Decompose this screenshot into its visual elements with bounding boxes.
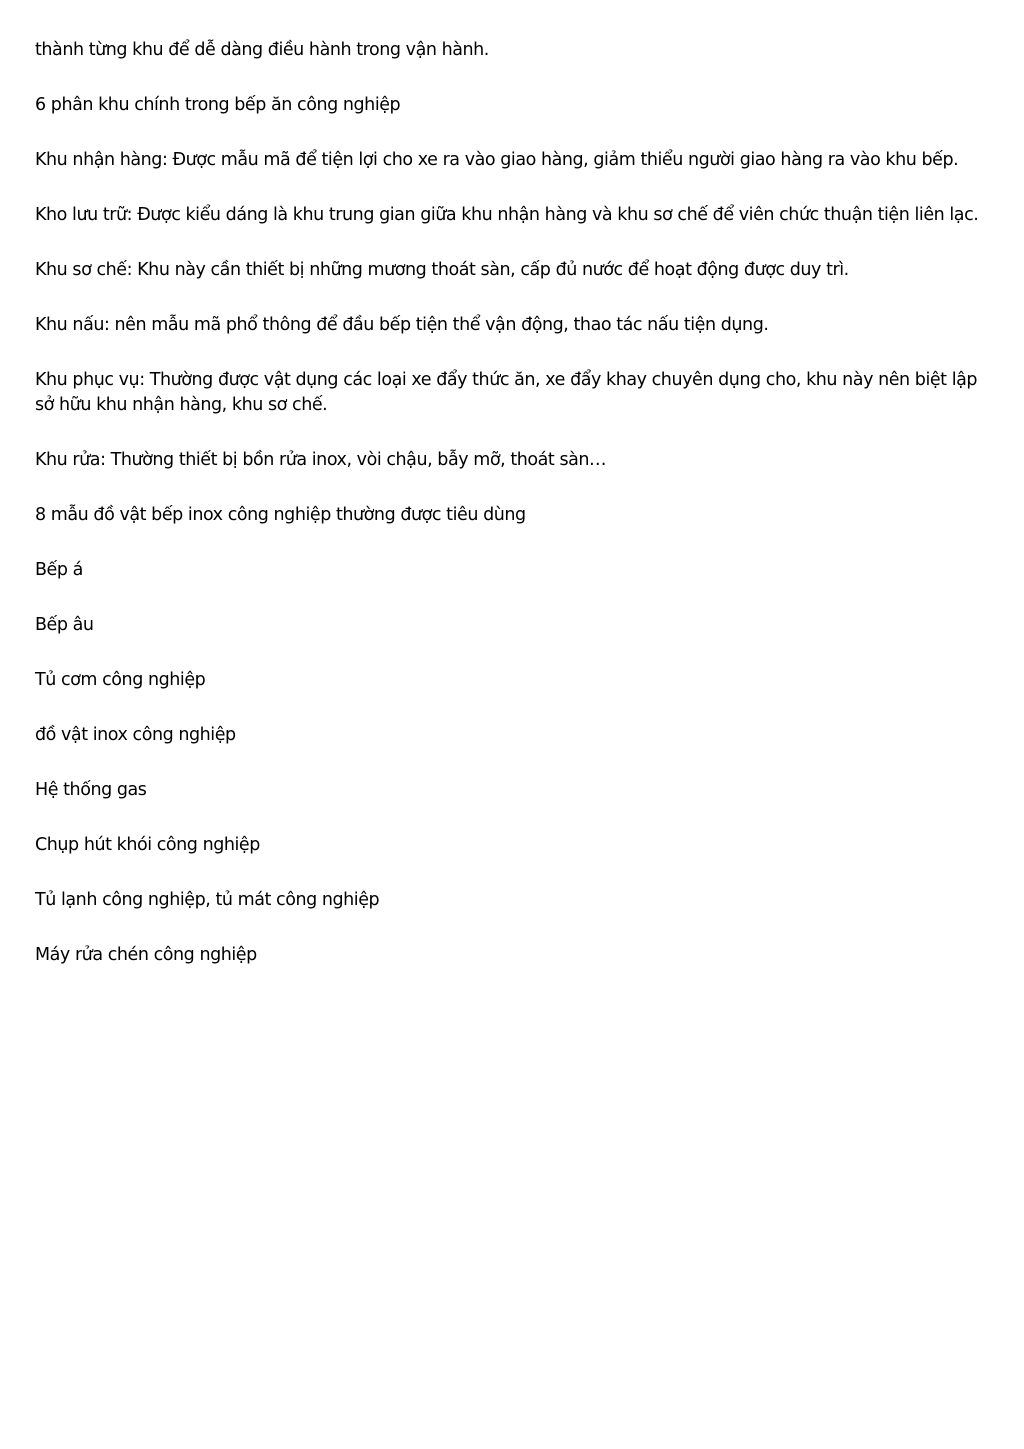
heading-six-zones: 6 phân khu chính trong bếp ăn công nghiệp	[35, 95, 401, 115]
list-item: Hệ thống gas	[35, 780, 147, 800]
heading-eight-equipment: 8 mẫu đồ vật bếp inox công nghiệp thường được tiêu dùng	[35, 505, 526, 525]
paragraph-washing-zone: Khu rửa: Thường thiết bị bồn rửa inox, vòi chậu, bẫy mỡ, thoát sàn…	[35, 450, 607, 470]
paragraph-storage-zone: Kho lưu trữ: Được kiểu dáng là khu trung gian giữa khu nhận hàng và khu sơ chế để viên chức thuận tiện liên lạc.	[35, 205, 979, 225]
list-item: Chụp hút khói công nghiệp	[35, 835, 260, 855]
list-item: Tủ lạnh công nghiệp, tủ mát công nghiệp	[35, 890, 380, 910]
list-item: Bếp á	[35, 560, 83, 580]
list-item: Máy rửa chén công nghiệp	[35, 945, 257, 965]
paragraph-receiving-zone: Khu nhận hàng: Được mẫu mã để tiện lợi cho xe ra vào giao hàng, giảm thiểu người giao hàng ra vào khu bếp.	[35, 150, 959, 170]
paragraph-prep-zone: Khu sơ chế: Khu này cần thiết bị những mương thoát sàn, cấp đủ nước để hoạt động được duy trì.	[35, 260, 849, 280]
list-item: Bếp âu	[35, 615, 94, 635]
paragraph-serving-zone: Khu phục vụ: Thường được vật dụng các loại xe đẩy thức ăn, xe đẩy khay chuyên dụng cho, khu này nên biệt lập sở hữu khu nhận hàng, khu sơ chế.	[35, 370, 978, 415]
document-body	[35, 38, 990, 998]
list-item: Tủ cơm công nghiệp	[35, 670, 206, 690]
paragraph-intro-continuation: thành từng khu để dễ dàng điều hành trong vận hành.	[35, 40, 489, 60]
paragraph-cooking-zone: Khu nấu: nên mẫu mã phổ thông để đầu bếp tiện thể vận động, thao tác nấu tiện dụng.	[35, 315, 769, 335]
list-item: đồ vật inox công nghiệp	[35, 725, 236, 745]
